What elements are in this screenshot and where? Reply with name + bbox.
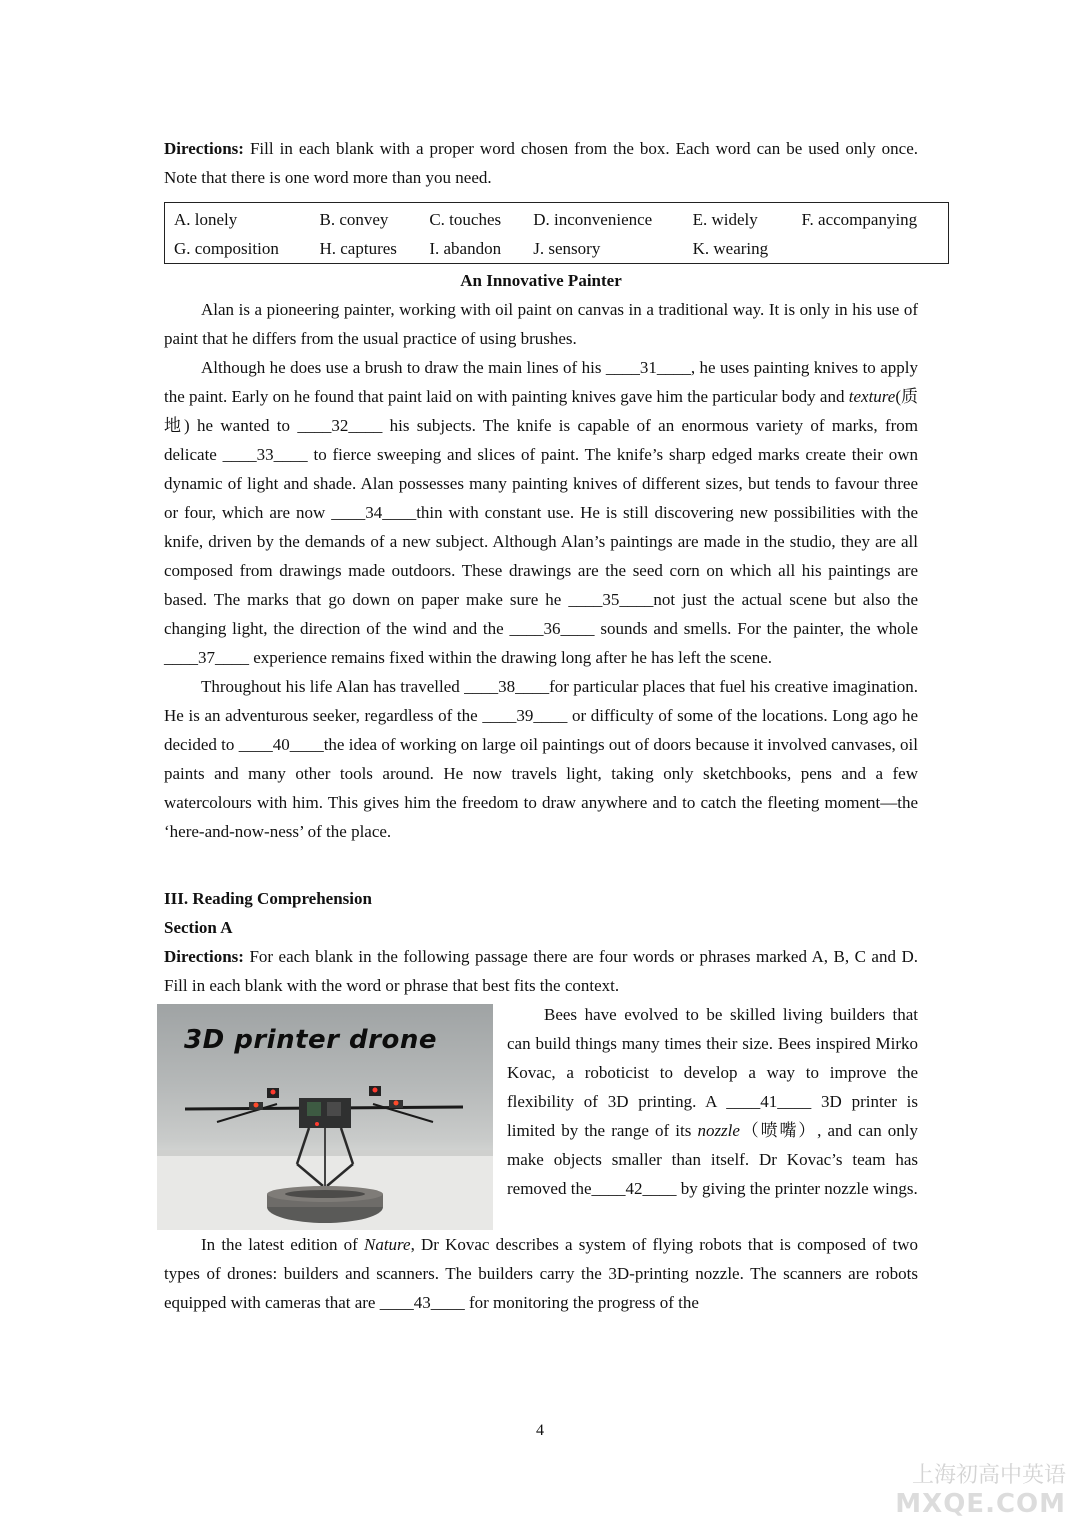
text-run: Throughout his life Alan has travelled xyxy=(201,677,465,696)
directions-2 xyxy=(164,942,918,1000)
text-run: experience remains fixed within the drawing long after he has left the scene. xyxy=(249,648,773,667)
page-number: 4 xyxy=(536,1422,544,1439)
text-run: not just the actual scene but also the changing light, the direction of the wind and the xyxy=(164,590,919,638)
text-run: thin with constant use. He is still discovering new possibilities with the knife, driven by the demands of a new subject. Although Alan’s paintings are made in the studio, they are all composed from drawings made outdoors. These drawings are the seed corn on which all his paintings are based. The marks that go down on paper make sure he xyxy=(164,503,918,609)
text-run: he wanted to xyxy=(189,416,298,435)
watermark-line-2: MXQE.COM xyxy=(895,1489,1066,1519)
blank-41: ____41____ xyxy=(726,1092,812,1111)
word-option xyxy=(801,234,940,263)
italic-term: texture xyxy=(848,387,896,406)
word-option: G. composition xyxy=(174,239,279,258)
document-page xyxy=(164,134,918,1317)
chinese-gloss: （喷嘴） xyxy=(739,1121,818,1140)
passage-title: An Innovative Painter xyxy=(460,271,622,290)
directions-label: Directions: xyxy=(164,947,244,966)
text-run: Although he does use a brush to draw the main lines of his xyxy=(201,358,606,377)
text-run: or difficulty of some of the locations. Long ago he decided to xyxy=(164,706,918,754)
text-run: sounds and smells. For the painter, the whole xyxy=(594,619,918,638)
word-option: D. inconvenience xyxy=(533,210,653,229)
word-box-row-1 xyxy=(174,205,940,234)
text-run: In the latest edition of xyxy=(201,1235,364,1254)
italic-term: Nature xyxy=(364,1235,411,1254)
blank-39: ____39____ xyxy=(482,706,568,725)
blank-43: ____43____ xyxy=(379,1293,465,1312)
figure-caption: 3D printer drone xyxy=(184,1025,437,1055)
text-run: 3D printer is limited by the range of its xyxy=(507,1092,918,1140)
passage1-paragraph-3 xyxy=(164,672,918,846)
text-run: by giving the printer nozzle wings. xyxy=(676,1179,918,1198)
text-run: for particular places that fuel his creative imagination. He is an adventurous seeker, regardless of the xyxy=(164,677,918,725)
text-run: for monitoring the progress of the xyxy=(464,1293,699,1312)
watermark-line-1: 上海初高中英语 xyxy=(911,1463,1066,1488)
drone-photo xyxy=(157,1004,493,1230)
passage1-paragraph-2 xyxy=(164,353,918,672)
directions-text: Fill in each blank with a proper word chosen from the box. Each word can be used only once. Note that there is one word more than you need. xyxy=(164,139,918,187)
word-option: I. abandon xyxy=(429,239,502,258)
section-heading xyxy=(164,884,918,913)
text-run: to fierce sweeping and slices of paint. The knife’s sharp edged marks create their own dynamic of light and shade. Alan possesses many painting knives of different sizes, but tends to favour three or four, which are now xyxy=(164,445,918,522)
word-option: E. widely xyxy=(692,210,758,229)
word-option: C. touches xyxy=(429,210,502,229)
directions-text: For each blank in the following passage there are four words or phrases marked A, B, C and D. Fill in each blank with the word or phrase that best fits the context. xyxy=(164,947,918,995)
italic-term: nozzle xyxy=(697,1121,740,1140)
section-spacer xyxy=(164,846,918,884)
directions-label: Directions: xyxy=(164,139,244,158)
blank-36: ____36____ xyxy=(509,619,595,638)
blank-42: ____42____ xyxy=(591,1179,677,1198)
word-option: J. sensory xyxy=(533,239,601,258)
text-run: , and can only make objects smaller than itself. Dr Kovac’s team has removed the xyxy=(507,1121,919,1198)
passage1-paragraph-1: Alan is a pioneering painter, working with oil paint on canvas in a traditional way. It is only in his use of paint that he differs from the usual practice of using brushes. xyxy=(164,300,918,348)
chinese-gloss: (质地) xyxy=(164,387,918,435)
blank-31: ____31____ xyxy=(605,358,691,377)
text-run: , Dr Kovac describes a system of flying robots that is composed of two types of drones: builders and scanners. The builders carry the 3D-printing nozzle. The scanners are robots equipped with cameras that are xyxy=(164,1235,918,1312)
text-run: , he uses painting knives to apply the paint. Early on he found that paint laid on with painting knives gave him the particular body and xyxy=(164,358,918,406)
passage2-paragraph-2 xyxy=(164,1230,918,1317)
word-box-row-2 xyxy=(174,234,940,263)
section-heading-text: III. Reading Comprehension xyxy=(164,889,372,908)
watermark xyxy=(895,1462,1066,1518)
passage2-block xyxy=(164,1000,918,1317)
text-run: Bees have evolved to be skilled living builders that can build things many times their size. Bees inspired Mirko Kovac, a roboticist to develop a way to improve the flexibility of 3D printing. A xyxy=(507,1005,918,1111)
section-subheading-text: Section A xyxy=(164,918,233,937)
blank-32: ____32____ xyxy=(297,416,383,435)
text-run: his subjects. The knife is capable of an enormous variety of marks, from delicate xyxy=(164,416,919,464)
word-option: A. lonely xyxy=(174,210,238,229)
blank-34: ____34____ xyxy=(331,503,417,522)
blank-33: ____33____ xyxy=(222,445,308,464)
word-box xyxy=(164,202,949,264)
directions-1 xyxy=(164,134,918,192)
text-run: the idea of working on large oil paintings out of doors because it involved canvases, oil paints and many other tools around. He now travels light, taking only sketchbooks, pens and a few watercolours with him. This gives him the freedom to draw anywhere and to catch the fleeting moment—the ‘here-and-now-ness’ of the place. xyxy=(164,735,918,841)
section-subheading xyxy=(164,913,918,942)
word-option: K. wearing xyxy=(692,239,769,258)
blank-37: ____37____ xyxy=(164,648,249,667)
word-option: B. convey xyxy=(319,210,389,229)
word-option: F. accompanying xyxy=(801,210,918,229)
blank-40: ____40____ xyxy=(238,735,324,754)
word-option: H. captures xyxy=(319,239,397,258)
blank-35: ____35____ xyxy=(568,590,654,609)
blank-38: ____38____ xyxy=(464,677,550,696)
